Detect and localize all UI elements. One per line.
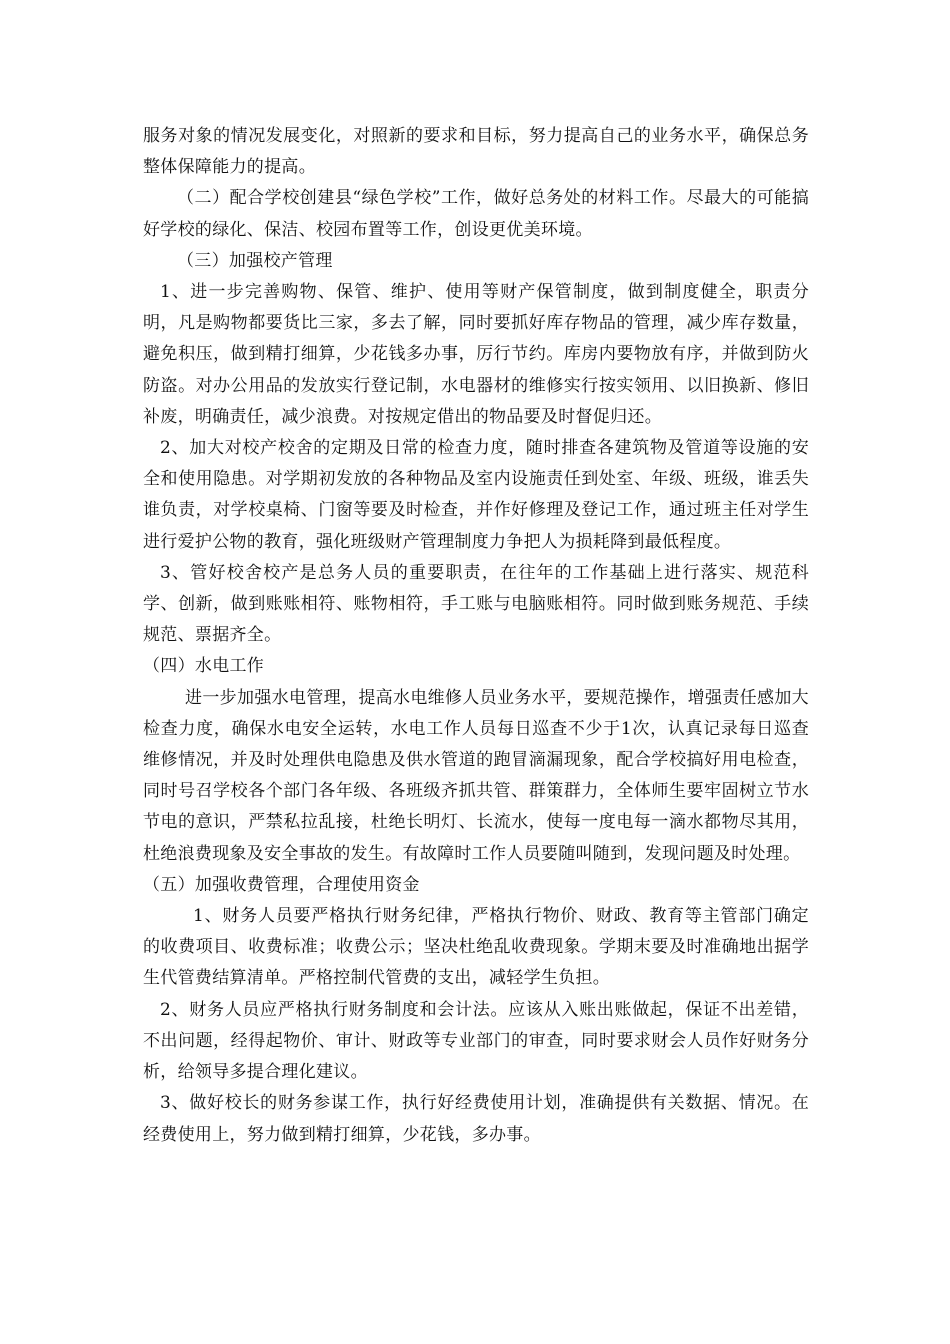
paragraph-item-5-2: 2、财务人员应严格执行财务制度和会计法。应该从入账出账做起，保证不出差错，不出问题，经得起物价、审计、财政等专业部门的审查，同时要求财会人员作好财务分析，给领导多提合理化建议。	[143, 999, 809, 1083]
paragraph-item-3-3: 3、管好校舍校产是总务人员的重要职责，在往年的工作基础上进行落实、规范科学、创新，做到账账相符、账物相符，手工账与电脑账相符。同时做到账务规范、手续规范、票据齐全。	[143, 562, 809, 646]
paragraph-section-2: （二）配合学校创建县“绿色学校”工作，做好总务处的材料工作。尽最大的可能搞好学校的绿化、保洁、校园布置等工作，创设更优美环境。	[143, 188, 809, 240]
paragraph-continuation: 服务对象的情况发展变化，对照新的要求和目标，努力提高自己的业务水平，确保总务整体保障能力的提高。	[143, 126, 809, 178]
document-body	[143, 121, 809, 1151]
heading-section-5: （五）加强收费管理，合理使用资金	[143, 874, 420, 895]
paragraph-item-3-1: 1、进一步完善购物、保管、维护、使用等财产保管制度，做到制度健全，职责分明，凡是购物都要货比三家，多去了解，同时要抓好库存物品的管理，减少库存数量，避免积压，做到精打细算，少花钱多办事，厉行节约。库房内要物放有序，并做到防火防盗。对办公用品的发放实行登记制，水电器材的维修实行按实领用、以旧换新、修旧补废，明确责任，减少浪费。对按规定借出的物品要及时督促归还。	[143, 282, 809, 427]
heading-section-3: （三）加强校产管理	[177, 250, 333, 271]
paragraph-item-5-3: 3、做好校长的财务参谋工作，执行好经费使用计划，准确提供有关数据、情况。在经费使用上，努力做到精打细算，少花钱，多办事。	[143, 1093, 809, 1145]
paragraph-section-4: 进一步加强水电管理，提高水电维修人员业务水平，要规范操作，增强责任感加大检查力度，确保水电安全运转，水电工作人员每日巡查不少于1次，认真记录每日巡查维修情况，并及时处理供电隐患及供水管道的跑冒滴漏现象，配合学校搞好用电检查，同时号召学校各个部门各年级、各班级齐抓共管、群策群力，全体师生要牢固树立节水节电的意识，严禁私拉乱接，杜绝长明灯、长流水，使每一度电每一滴水都物尽其用，杜绝浪费现象及安全事故的发生。有故障时工作人员要随叫随到，发现问题及时处理。	[143, 687, 809, 864]
heading-section-4: （四）水电工作	[143, 656, 265, 677]
paragraph-item-3-2: 2、加大对校产校舍的定期及日常的检查力度，随时排查各建筑物及管道等设施的安全和使用隐患。对学期初发放的各种物品及室内设施责任到处室、年级、班级，谁丢失谁负责，对学校桌椅、门窗等要及时检查，并作好修理及登记工作，通过班主任对学生进行爱护公物的教育，强化班级财产管理制度力争把人为损耗降到最低程度。	[143, 438, 809, 552]
paragraph-item-5-1: 1、财务人员要严格执行财务纪律，严格执行物价、财政、教育等主管部门确定的收费项目、收费标准；收费公示；坚决杜绝乱收费现象。学期末要及时准确地出据学生代管费结算清单。严格控制代管费的支出，减轻学生负担。	[143, 906, 809, 989]
